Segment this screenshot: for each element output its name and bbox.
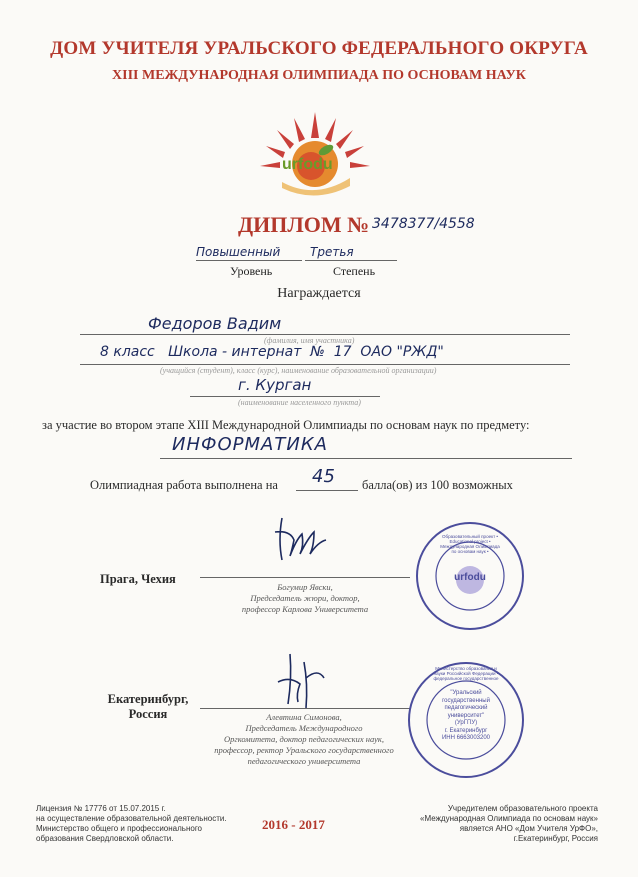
subject: ИНФОРМАТИКА: [172, 434, 328, 455]
signature-1: [270, 510, 340, 570]
city-caption: (наименование населенного пункта): [238, 398, 361, 407]
score-value: 45: [312, 466, 335, 487]
signature-2: [270, 648, 340, 714]
footer-years: 2016 - 2017: [262, 817, 325, 832]
place-prague: Прага, Чехия: [100, 572, 176, 586]
signer-1: Богумир Явски, Председатель жюри, доктор, профессор Карлова Университета: [241, 582, 369, 614]
degree-line: [305, 260, 397, 261]
urfodu-logo: [254, 108, 376, 200]
name-line: [80, 334, 570, 335]
signer-2: Алевтина Симонова, Председатель Международного Оргкомитета, доктор педагогических наук, профессор, ректор Уральского государственного педагогического университета: [214, 712, 394, 766]
header-line2: XIII МЕЖДУНАРОДНАЯ ОЛИМПИАДА ПО ОСНОВАМ НАУК: [112, 68, 526, 83]
footer-license: Лицензия № 17776 от 15.07.2015 г. на осуществление образовательной деятельности. Министерство общего и профессионального образования Свердловской области.: [36, 804, 227, 843]
degree-value: Третья: [310, 245, 354, 259]
level-line: [196, 260, 302, 261]
degree-label: Степень: [333, 264, 376, 278]
stamp-urfodu: [414, 520, 526, 632]
header-line1: ДОМ УЧИТЕЛЯ УРАЛЬСКОГО ФЕДЕРАЛЬНОГО ОКРУГА: [50, 38, 588, 59]
stamp1-center: urfodu: [454, 572, 486, 583]
awardee-name: Федоров Вадим: [148, 314, 282, 333]
diploma-title: ДИПЛОМ №: [238, 212, 370, 237]
signature-line-1: [200, 577, 410, 578]
subject-line: [160, 458, 572, 459]
logo-text: urfodu: [282, 156, 333, 173]
score-prefix: Олимпиадная работа выполнена на: [90, 478, 278, 492]
stamp1-ring-text: Образовательный проект • Educational project • Международная Олимпиада по основам наук •: [440, 534, 500, 554]
school-line: [80, 364, 570, 365]
footer-founder: Учредителем образовательного проекта «Международная Олимпиада по основам наук» является АНО «Дом Учителя УрФО», г.Екатеринбург, Россия: [420, 804, 598, 843]
awarded-label: Награждается: [277, 286, 361, 301]
stamp-urgpu: [406, 660, 526, 780]
stamp2-ring-text: Министерство образования и науки Российской Федерации • федеральное государственное: [433, 666, 499, 681]
city-line: [190, 396, 380, 397]
level-value: Повышенный: [196, 245, 281, 259]
place-ekaterinburg: Екатеринбург, Россия: [107, 692, 189, 721]
participation-text: за участие во втором этапе XIII Международной Олимпиады по основам наук по предмету:: [42, 418, 530, 432]
score-line: [296, 490, 358, 491]
signature-line-2: [200, 708, 410, 709]
diploma-number: 3478377/4558: [372, 216, 475, 232]
school-caption: (учащийся (студент), класс (курс), наименование образовательной организации): [160, 366, 437, 375]
stamp2-center: "Уральский государственный педагогический университет" (УрГПУ) г. Екатеринбург ИНН 6663003200: [441, 690, 490, 741]
awardee-city: г. Курган: [238, 376, 312, 394]
awardee-school: 8 класс Школа - интернат № 17 ОАО "РЖД": [100, 344, 444, 360]
score-suffix: балла(ов) из 100 возможных: [362, 478, 513, 492]
name-caption: (фамилия, имя участника): [264, 336, 355, 345]
level-label: Уровень: [230, 264, 273, 278]
